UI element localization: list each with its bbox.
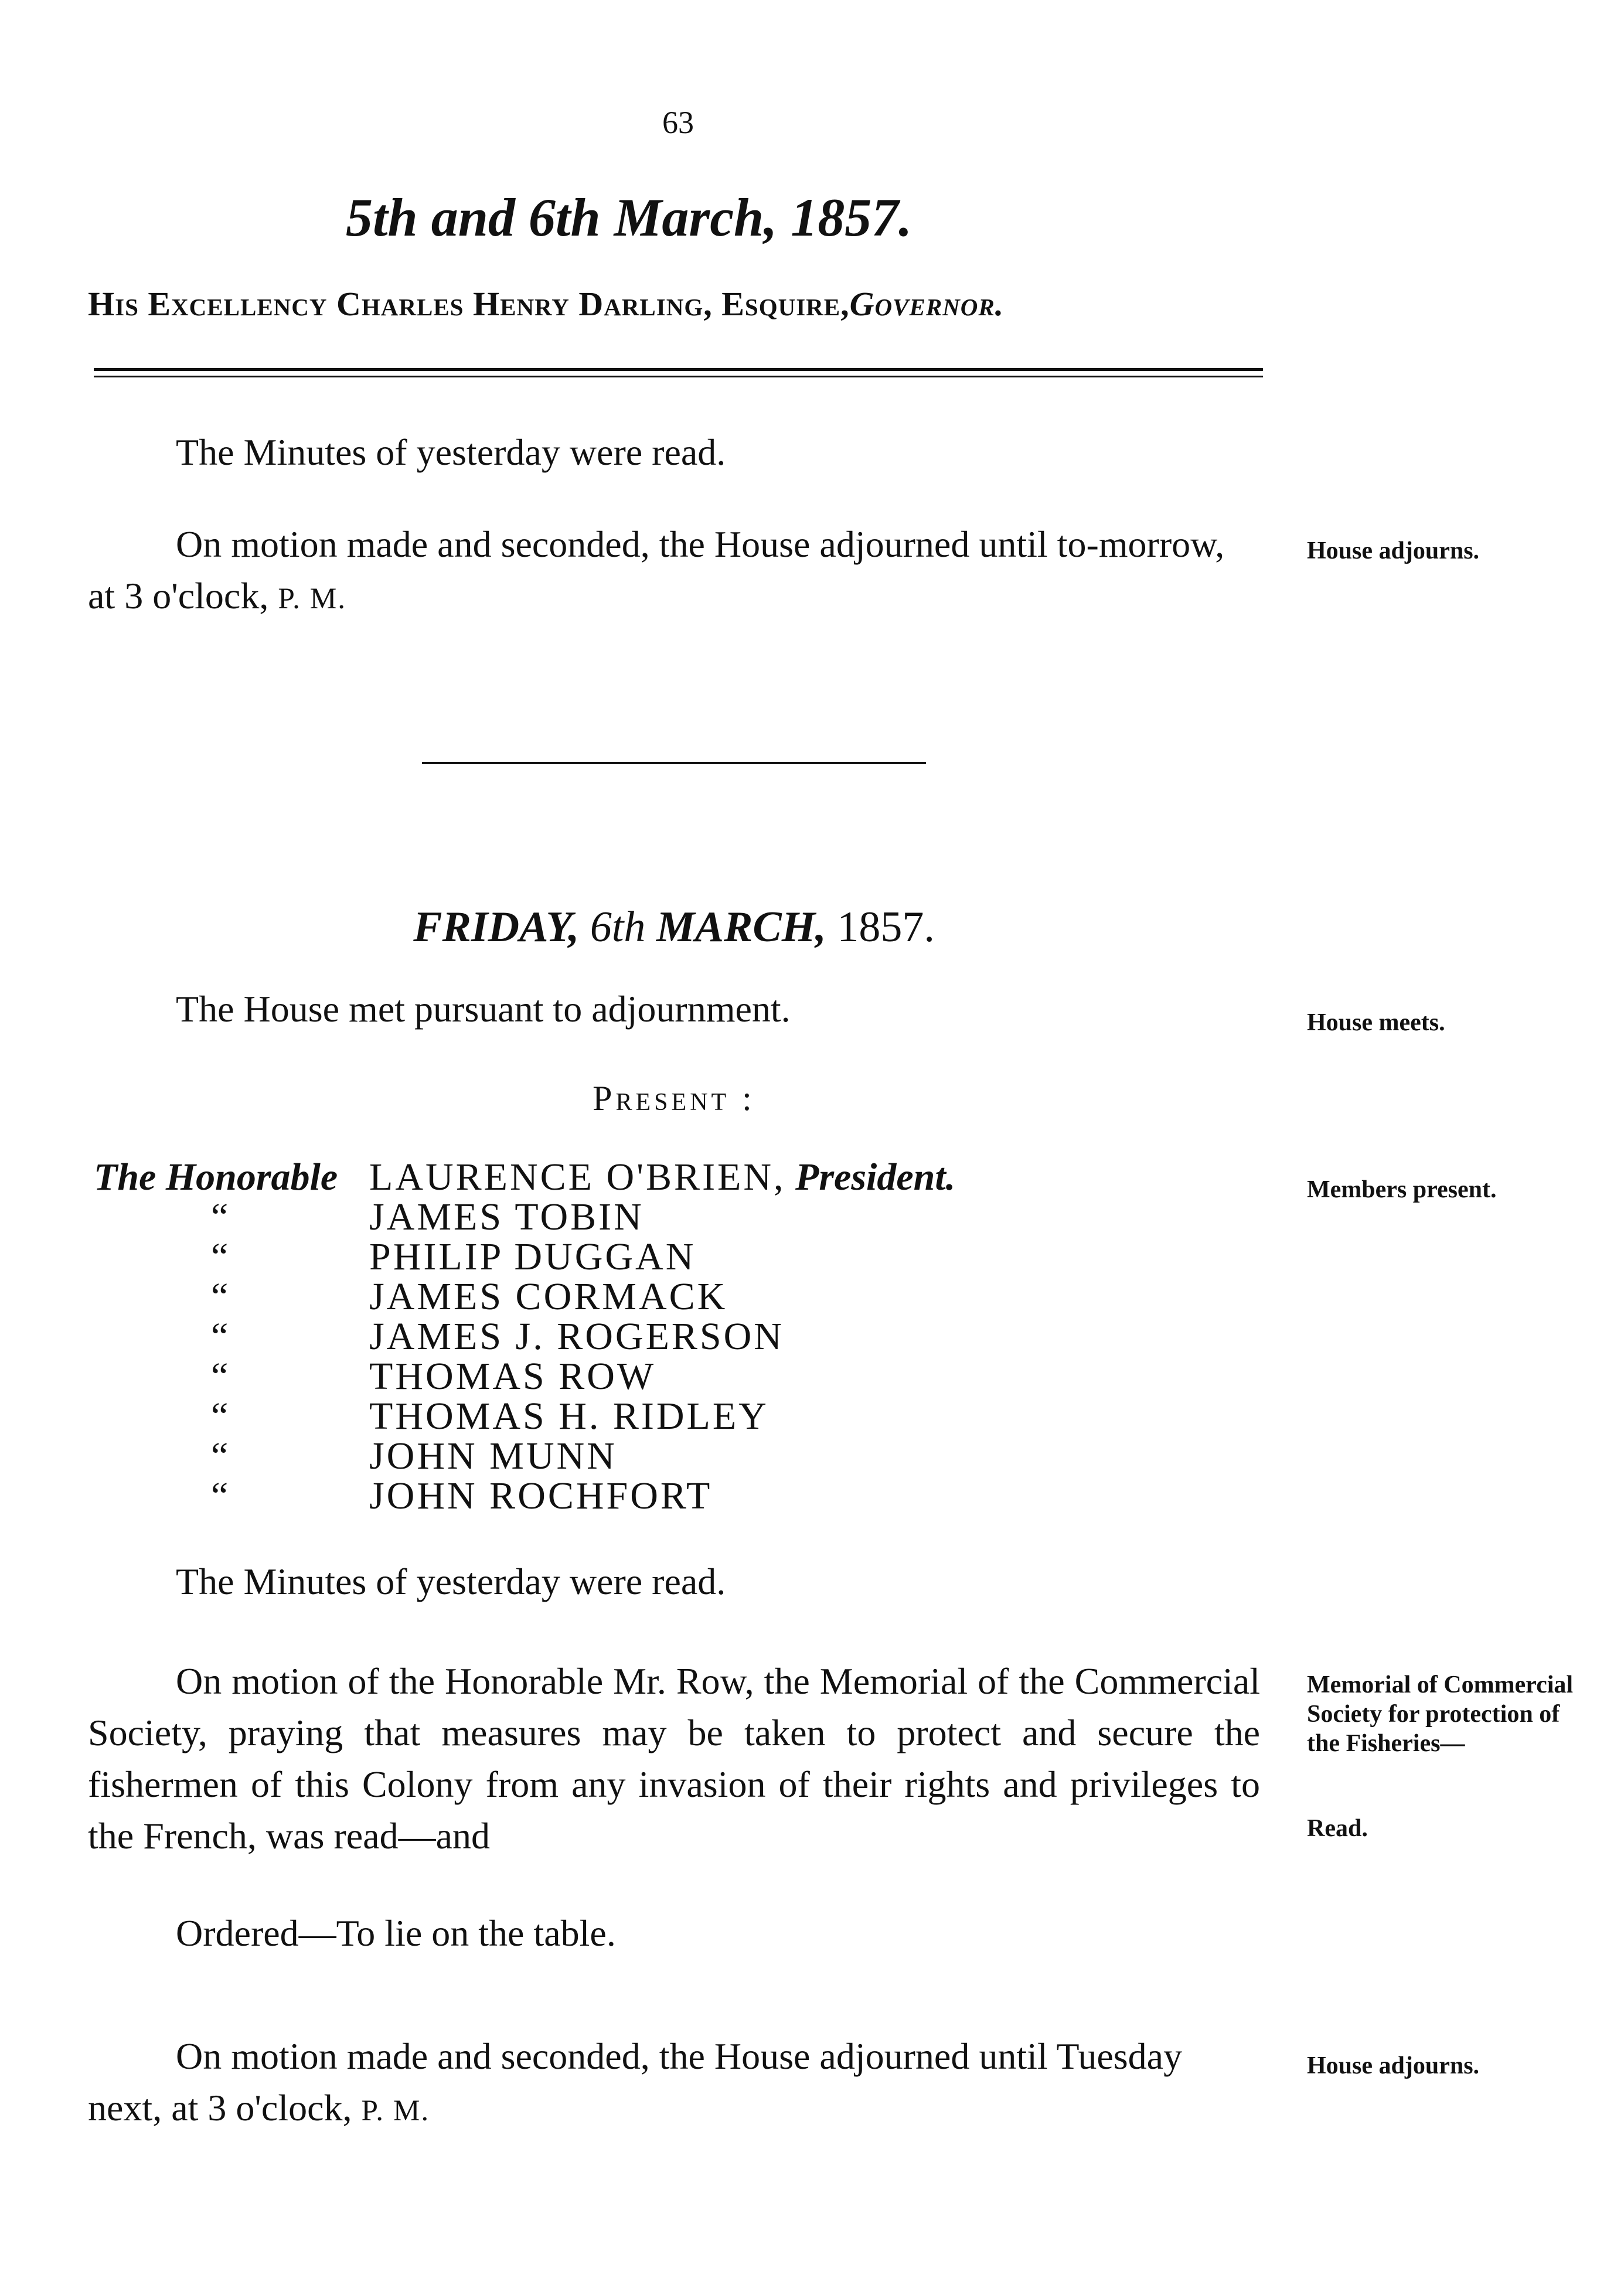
member-honorific: The Honorable — [94, 1156, 338, 1198]
minutes-read-1: The Minutes of yesterday were read. — [176, 431, 726, 473]
ditto-mark: “ — [211, 1315, 229, 1358]
ditto-mark: “ — [211, 1435, 229, 1477]
ditto-mark: “ — [211, 1355, 229, 1398]
margin-note-house-adjourns-2: House adjourns. — [1307, 2052, 1480, 2079]
member-name: JAMES TOBIN — [369, 1196, 644, 1238]
friday-year: 1857. — [837, 903, 935, 951]
ditto-mark: “ — [211, 1235, 229, 1278]
adjournment-pm-2: P. M. — [361, 2094, 430, 2127]
member-name: THOMAS ROW — [369, 1355, 656, 1398]
governor-title: Governor. — [849, 285, 1005, 323]
member-name: THOMAS H. RIDLEY — [369, 1395, 769, 1438]
margin-note-house-adjourns-1: House adjourns. — [1307, 537, 1480, 564]
member-name: JAMES J. ROGERSON — [369, 1315, 784, 1358]
adjournment-paragraph-2 — [88, 2031, 1260, 2137]
friday-heading — [0, 903, 1348, 952]
member-name: JOHN MUNN — [369, 1435, 617, 1477]
member-name: LAURENCE O'BRIEN, — [369, 1156, 786, 1198]
adjournment-text-2: On motion made and seconded, the House adjourned until Tuesday next, at 3 o'clock, — [88, 2035, 1183, 2129]
friday-day: FRIDAY, — [413, 903, 580, 951]
margin-note-memorial: Memorial of Commercial Society for protection of the Fisheries— — [1307, 1671, 1574, 1757]
member-row — [94, 1436, 955, 1476]
house-met-paragraph: The House met pursuant to adjournment. — [176, 988, 791, 1030]
adjournment-text-1: On motion made and seconded, the House adjourned until to-morrow, at 3 o'clock, — [88, 523, 1225, 617]
friday-month: MARCH, — [656, 903, 826, 951]
ordered-paragraph: Ordered—To lie on the table. — [176, 1912, 616, 1954]
member-name: JAMES CORMACK — [369, 1275, 728, 1318]
ditto-mark: “ — [211, 1275, 229, 1318]
member-row — [94, 1197, 955, 1237]
margin-note-read: Read. — [1307, 1815, 1368, 1842]
member-row — [94, 1237, 955, 1277]
member-row — [94, 1317, 955, 1357]
governor-line — [88, 284, 1004, 323]
ditto-mark: “ — [211, 1196, 229, 1238]
friday-date: 6th — [590, 903, 646, 951]
memorial-paragraph: On motion of the Honorable Mr. Row, the Memorial of the Commercial Society, praying that measures may be taken to protect and secure the fishermen of this Colony from any invasion of their rights and privileges to the French, was read—and — [88, 1660, 1260, 1857]
adjournment-pm-1: P. M. — [278, 582, 347, 615]
members-list — [94, 1157, 955, 1516]
minutes-read-2: The Minutes of yesterday were read. — [176, 1561, 726, 1602]
present-label: Present : — [593, 1079, 755, 1118]
member-name: JOHN ROCHFORT — [369, 1474, 713, 1517]
member-role: President. — [795, 1156, 956, 1198]
member-row — [94, 1277, 955, 1317]
margin-note-house-meets: House meets. — [1307, 1009, 1445, 1036]
ditto-mark: “ — [211, 1395, 229, 1438]
member-row — [94, 1397, 955, 1436]
page-heading-date: 5th and 6th March, 1857. — [346, 188, 913, 247]
member-row — [94, 1476, 955, 1516]
short-rule-divider — [422, 762, 926, 764]
member-row — [94, 1157, 955, 1197]
margin-note-members-present: Members present. — [1307, 1176, 1497, 1203]
double-rule-divider — [94, 368, 1263, 377]
governor-name: His Excellency Charles Henry Darling, Esquire, — [88, 285, 850, 323]
page-number: 63 — [662, 105, 694, 140]
member-name: PHILIP DUGGAN — [369, 1235, 696, 1278]
adjournment-paragraph-1 — [88, 519, 1260, 625]
ditto-mark: “ — [211, 1474, 229, 1517]
member-row — [94, 1357, 955, 1397]
